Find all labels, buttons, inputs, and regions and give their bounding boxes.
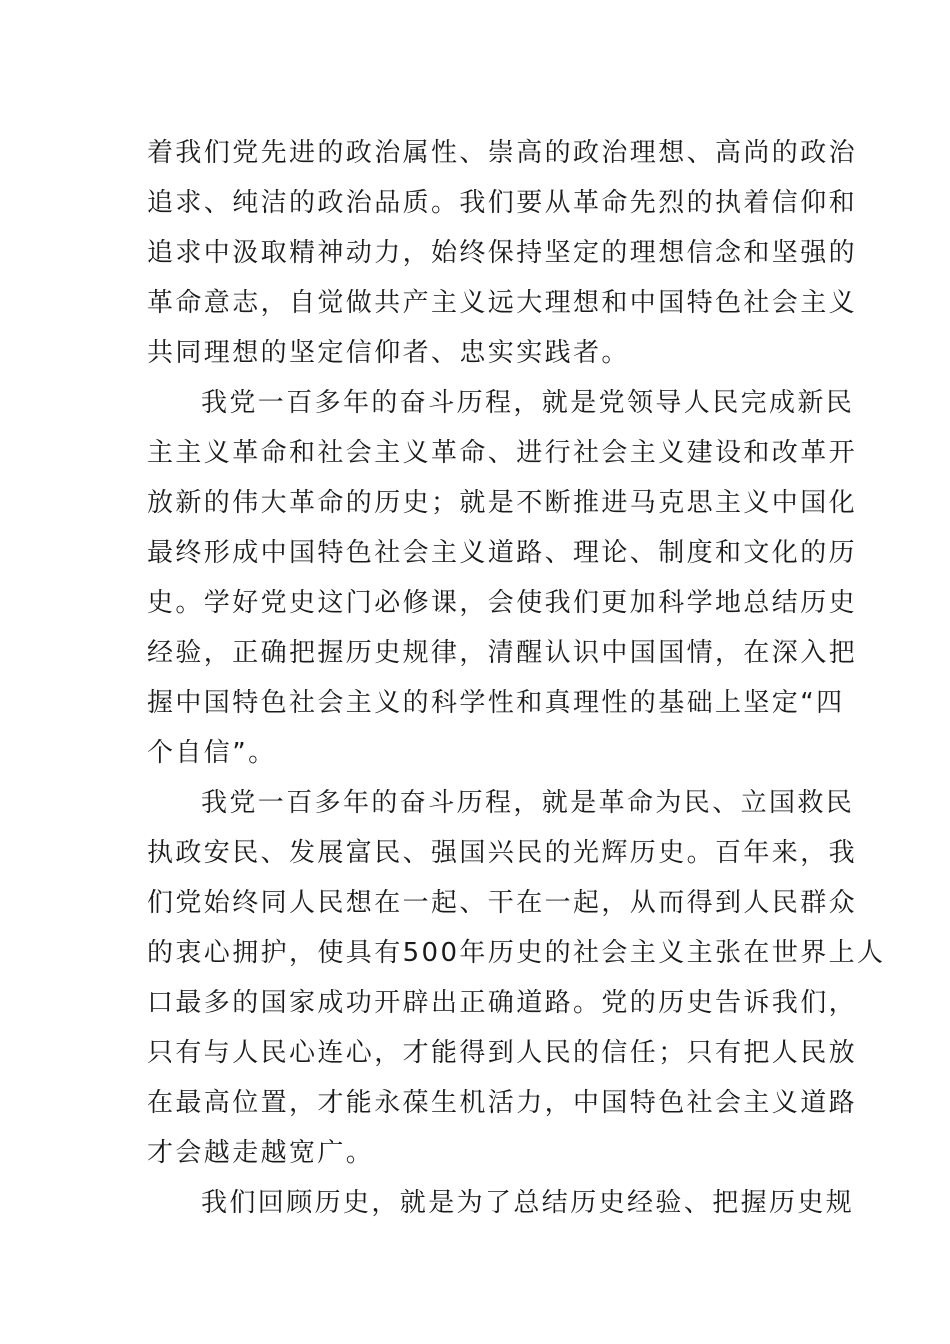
- text-line: 我们回顾历史，就是为了总结历史经验、把握历史规: [201, 1188, 855, 1218]
- text-line: 追求、纯洁的政治品质。我们要从革命先烈的执着信仰和: [147, 188, 858, 218]
- text-line: 着我们党先进的政治属性、崇高的政治理想、高尚的政治: [147, 138, 858, 168]
- text-line: 握中国特色社会主义的科学性和真理性的基础上坚定“四: [147, 688, 845, 718]
- text-line: 的衷心拥护，使具有500年历史的社会主义主张在世界上人: [147, 938, 886, 968]
- text-line: 在最高位置，才能永葆生机活力，中国特色社会主义道路: [147, 1088, 858, 1118]
- text-line: 执政安民、发展富民、强国兴民的光辉历史。百年来，我: [147, 838, 858, 868]
- text-line: 最终形成中国特色社会主义道路、理论、制度和文化的历: [147, 538, 858, 568]
- paragraph-3: [147, 778, 886, 1178]
- text-line: 放新的伟大革命的历史；就是不断推进马克思主义中国化: [147, 488, 858, 518]
- text-line: 革命意志，自觉做共产主义远大理想和中国特色社会主义: [147, 288, 858, 318]
- text-line: 口最多的国家成功开辟出正确道路。党的历史告诉我们，: [147, 988, 858, 1018]
- text-line: 经验，正确把握历史规律，清醒认识中国国情，在深入把: [147, 638, 858, 668]
- text-line: 们党始终同人民想在一起、干在一起，从而得到人民群众: [147, 888, 858, 918]
- text-line: 史。学好党史这门必修课，会使我们更加科学地总结历史: [147, 588, 858, 618]
- paragraph-4: [147, 1178, 855, 1228]
- document-body: [147, 128, 886, 1228]
- text-line: 共同理想的坚定信仰者、忠实实践者。: [147, 338, 630, 368]
- text-line: 个自信”。: [147, 738, 277, 768]
- text-line: 追求中汲取精神动力，始终保持坚定的理想信念和坚强的: [147, 238, 858, 268]
- text-line: 主主义革命和社会主义革命、进行社会主义建设和改革开: [147, 438, 858, 468]
- text-line: 才会越走越宽广。: [147, 1138, 375, 1168]
- text-line: 只有与人民心连心，才能得到人民的信任；只有把人民放: [147, 1038, 858, 1068]
- paragraph-2: [147, 378, 858, 778]
- text-line: 我党一百多年的奋斗历程，就是革命为民、立国救民: [201, 788, 855, 818]
- paragraph-1: [147, 128, 858, 378]
- text-line: 我党一百多年的奋斗历程，就是党领导人民完成新民: [201, 388, 855, 418]
